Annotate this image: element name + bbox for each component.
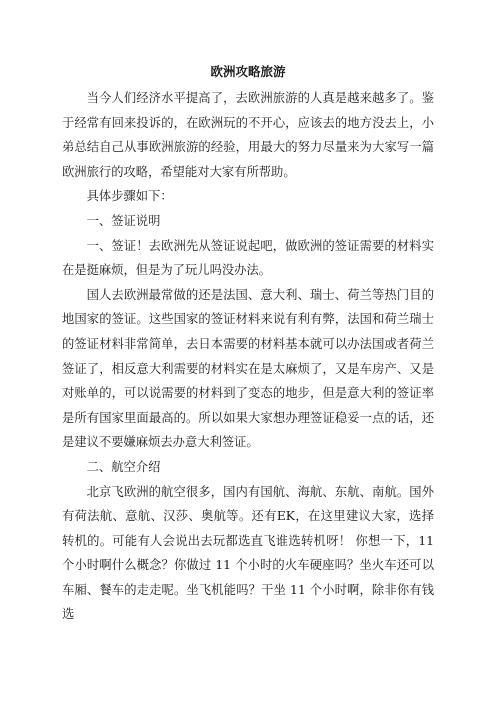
paragraph-visa-details: 国人去欧洲最常做的还是法国、意大利、瑞士、荷兰等热门目的地国家的签证。这些国家的签证材料来说有利有弊，法国和荷兰瑞士的签证材料非常简单，去日本需要的材料基本就可以办法国或者荷兰签证了，相反意大利需要的材料实在是太麻烦了，又是车房产、又是对账单的，可以说需要的材料到了变态的地步，但是意大利的签证率是所有国家里面最高的。所以如果大家想办理签证稳妥一点的话，还是建议不要嫌麻烦去办意大利签证。 (62, 287, 434, 450)
paragraph-airlines: 北京飞欧洲的航空很多，国内有国航、海航、东航、南航。国外有荷法航、意航、汉莎、奥航等。还有EK，在这里建议大家，选择转机的。可能有人会说出去玩都选直飞谁选转机呀！ 你想一下，11 个小时啊什么概念？你做过 11 个小时的火车硬座吗？坐火车还可以车厢、餐车的走走呢。坐飞机能吗？干坐 11 个小时啊，除非你有钱选 (62, 484, 434, 622)
paragraph-visa-intro: 一、签证！去欧洲先从签证说起吧，做欧洲的签证需要的材料实在是挺麻烦，但是为了玩儿吗没办法。 (62, 238, 434, 278)
paragraph-steps-heading: 具体步骤如下： (86, 189, 173, 204)
paragraph-intro: 当今人们经济水平提高了，去欧洲旅游的人真是越来越多了。鉴于经常有回来投诉的，在欧洲玩的不开心，应该去的地方没去上，小弟总结自己从事欧洲旅游的经验，用最大的努力尽量来为大家写一篇欧洲旅行的攻略，希望能对大家有所帮助。 (62, 91, 434, 179)
section-heading-visa: 一、签证说明 (86, 213, 161, 228)
section-heading-airlines: 二、航空介绍 (86, 459, 161, 474)
document-title: 欧洲攻略旅游 (210, 64, 286, 79)
document-page (62, 62, 434, 627)
